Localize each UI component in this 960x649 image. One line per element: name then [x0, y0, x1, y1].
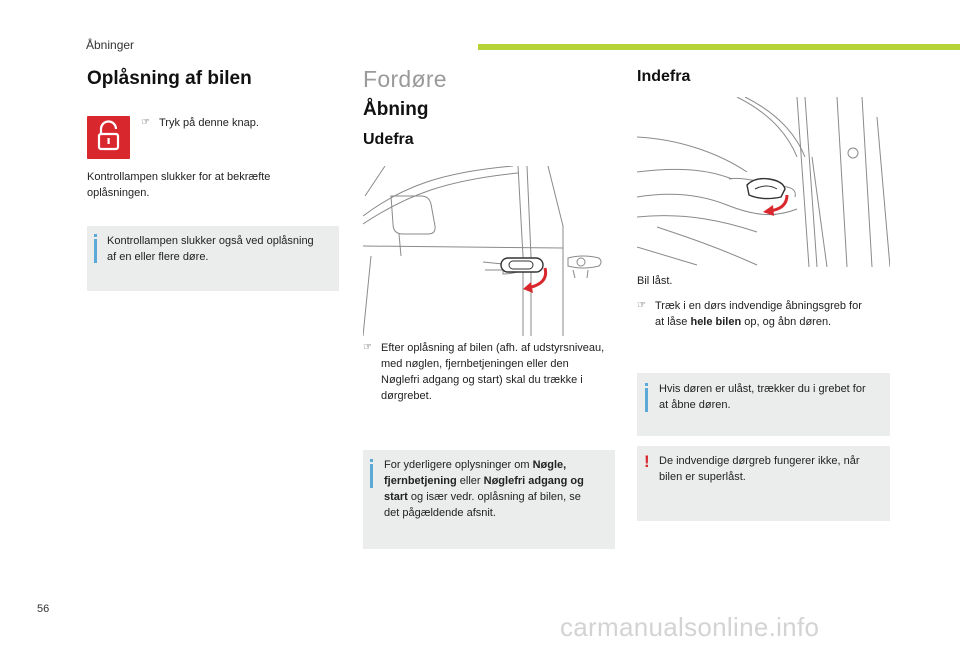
info-text: For yderligere oplysninger om — [384, 459, 533, 471]
info-text: og især vedr. oplåsning af bilen, se — [407, 491, 581, 503]
body-paragraph: Kontrollampen slukker for at bekræfte oplåsningen. — [87, 171, 271, 199]
unlock-heading: Oplåsning af bilen — [87, 68, 252, 89]
bullet-text: Tryk på denne knap. — [159, 117, 259, 129]
bullet-text-bold: hele bilen — [690, 316, 742, 328]
info-line: af en eller flere døre. — [107, 251, 209, 263]
info-box — [87, 226, 339, 291]
info-line: Kontrollampen slukker også ved oplåsning — [107, 235, 314, 247]
info-box — [363, 450, 615, 549]
bullet-text: at låse — [655, 316, 691, 328]
warning-line: De indvendige dørgreb fungerer ikke, når — [659, 455, 860, 467]
bullet-line: Efter oplåsning af bilen (afh. af udstyrsniveau, — [381, 342, 605, 354]
info-bar-icon — [94, 239, 97, 263]
bullet-line: dørgrebet. — [381, 390, 432, 402]
info-line: Hvis døren er ulåst, trækker du i grebet for — [659, 383, 866, 395]
info-bar-icon — [645, 388, 648, 412]
watermark: carmanualsonline.info — [560, 612, 820, 642]
info-text-bold: fjernbetjening — [384, 475, 457, 487]
info-box — [637, 373, 890, 436]
pointing-hand-icon: ☞ — [637, 300, 646, 311]
unlock-button-tile — [87, 116, 130, 159]
info-text-bold: start — [384, 491, 408, 503]
interior-door-handle-illustration — [637, 97, 890, 267]
subtitle: Åbning — [363, 99, 429, 120]
exclamation-icon: ! — [644, 452, 650, 471]
page-title: Fordøre — [363, 66, 447, 92]
list-item — [637, 298, 910, 330]
bullet-line: Træk i en dørs indvendige åbningsgreb for — [655, 300, 862, 312]
bullet-line: med nøglen, fjernbetjeningen eller den — [381, 358, 569, 370]
section-header: Åbninger — [86, 38, 135, 52]
info-bar-icon — [370, 464, 373, 488]
bullet-line: Nøglefri adgang og start) skal du trække i — [381, 374, 583, 386]
info-line: at åbne døren. — [659, 399, 731, 411]
warning-line: bilen er superlåst. — [659, 471, 746, 483]
body-paragraph: Bil låst. — [637, 275, 673, 287]
list-item — [141, 115, 349, 131]
info-text: det pågældende afsnit. — [384, 507, 496, 519]
section-heading: Udefra — [363, 131, 414, 148]
pointing-hand-icon: ☞ — [141, 117, 150, 128]
bullet-text: op, og åbn døren. — [741, 316, 832, 328]
warning-box — [637, 446, 890, 521]
info-text-bold: Nøglefri adgang og — [483, 475, 584, 487]
section-heading: Indefra — [637, 68, 691, 85]
info-text: eller — [456, 475, 484, 487]
list-item — [363, 340, 636, 404]
page-number: 56 — [37, 603, 50, 615]
header-accent-bar — [478, 44, 960, 50]
info-text-bold: Nøgle, — [532, 459, 567, 471]
open-padlock-icon — [87, 116, 130, 159]
pointing-hand-icon: ☞ — [363, 342, 372, 353]
exterior-door-handle-illustration — [363, 166, 616, 336]
